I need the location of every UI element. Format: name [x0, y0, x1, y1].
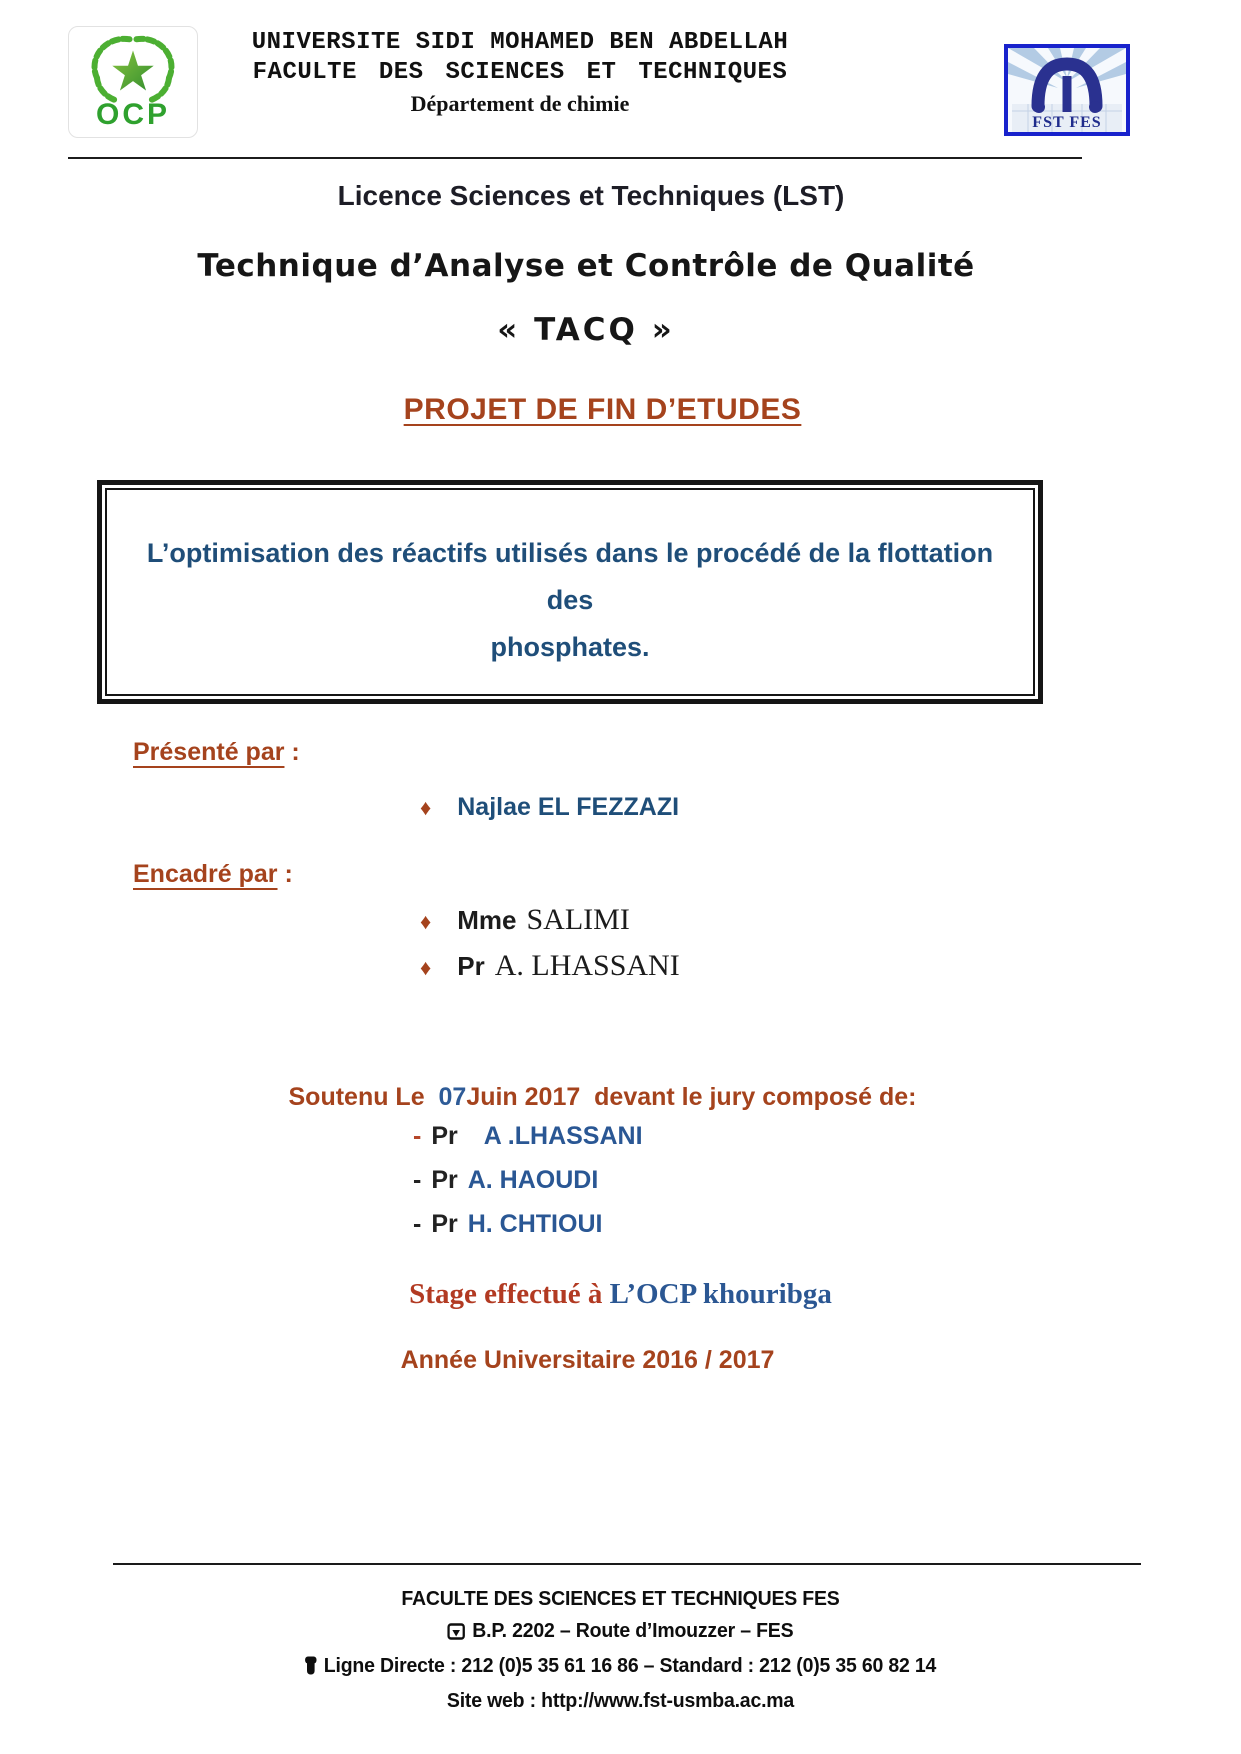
footer-phone-text: Ligne Directe : 212 (0)5 35 61 16 86 – Standard : 212 (0)5 35 60 82 14 [323, 1654, 937, 1677]
jury-member-row [413, 1166, 643, 1210]
mail-icon [448, 1618, 466, 1650]
supervisor-name: SALIMI [526, 903, 630, 936]
subject-title-line2: phosphates. [490, 632, 650, 662]
supervisor-name: A. LHASSANI [494, 949, 680, 982]
jury-member-row [413, 1210, 643, 1254]
jury-member-name: A. HAOUDI [467, 1166, 599, 1194]
degree-title: Licence Sciences et Techniques (LST) [337, 180, 845, 211]
jury-member-title: Pr [431, 1210, 458, 1238]
jury-member-name: H. CHTIOUI [467, 1210, 603, 1238]
department-name: Département de chimie [410, 91, 630, 116]
footer-address-text: B.P. 2202 – Route d’Imouzzer – FES [472, 1619, 794, 1642]
diamond-icon: ♦ [420, 955, 432, 980]
internship-prefix: Stage effectué à [409, 1278, 610, 1310]
jury-member-title: Pr [431, 1166, 458, 1194]
presented-by-label-text: Présenté par [133, 738, 285, 766]
supervisor-title: Mme [457, 905, 517, 935]
defense-intro: Soutenu Le [288, 1083, 439, 1111]
faculty-name: FACULTE DES SCIENCES ET TECHNIQUES [252, 59, 788, 86]
jury-member-title: Pr [431, 1122, 458, 1150]
institution-header [215, 28, 825, 118]
dash: - [413, 1122, 422, 1150]
supervised-by-colon: : [277, 860, 293, 888]
header-divider [68, 157, 1082, 159]
footer-faculty-line: FACULTE DES SCIENCES ET TECHNIQUES FES [401, 1587, 840, 1610]
footer-address-line [31, 1615, 1210, 1650]
internship-place: L’OCP khouribga [609, 1278, 832, 1310]
subject-box [97, 480, 1043, 704]
student-row [420, 793, 679, 822]
jury-member-name: A .LHASSANI [483, 1122, 643, 1150]
supervisor-row [420, 903, 630, 937]
defense-date: Juin 2017 [466, 1083, 581, 1111]
footer-website-line: Site web : http://www.fst-usmba.ac.ma [446, 1689, 795, 1712]
footer [0, 1583, 1241, 1717]
phone-icon [305, 1653, 317, 1685]
jury-list [413, 1122, 643, 1254]
program-title: Technique d’Analyse et Contrôle de Qualité [197, 248, 975, 284]
program-acronym: « TACQ » [497, 312, 675, 348]
ocp-logo [68, 26, 198, 138]
defense-date-day: 07 [438, 1083, 467, 1111]
defense-intro-after: devant le jury composé de: [580, 1083, 917, 1111]
ocp-logo-icon [77, 32, 189, 132]
report-type-title: PROJET DE FIN D’ETUDES [403, 393, 802, 426]
diamond-icon: ♦ [420, 909, 432, 934]
supervisor-row [420, 949, 680, 983]
subject-title-line1: L’optimisation des réactifs utilisés dans le procédé de la flottation des [146, 538, 994, 615]
supervised-by-label [133, 860, 293, 889]
university-name: UNIVERSITE SIDI MOHAMED BEN ABDELLAH [251, 29, 789, 56]
presented-by-label [133, 738, 300, 767]
dash: - [413, 1210, 422, 1238]
supervisor-title: Pr [457, 951, 485, 981]
supervised-by-label-text: Encadré par [133, 860, 278, 888]
footer-phone-line [31, 1650, 1210, 1685]
defense-statement [0, 1083, 1205, 1112]
presented-by-colon: : [284, 738, 300, 766]
subject-box-inner [105, 488, 1035, 696]
dash: - [413, 1166, 422, 1194]
diamond-icon: ♦ [420, 795, 432, 820]
footer-divider [113, 1563, 1141, 1565]
jury-member-row [413, 1122, 643, 1166]
academic-year: Année Universitaire 2016 / 2017 [400, 1346, 775, 1374]
fst-fes-logo-text: FST FES [1032, 114, 1102, 131]
fst-fes-logo [1004, 44, 1130, 136]
ocp-logo-text: OCP [95, 98, 171, 131]
internship-statement [0, 1278, 1241, 1311]
fst-fes-logo-icon [1008, 48, 1126, 132]
student-name: Najlae EL FEZZAZI [457, 793, 680, 821]
